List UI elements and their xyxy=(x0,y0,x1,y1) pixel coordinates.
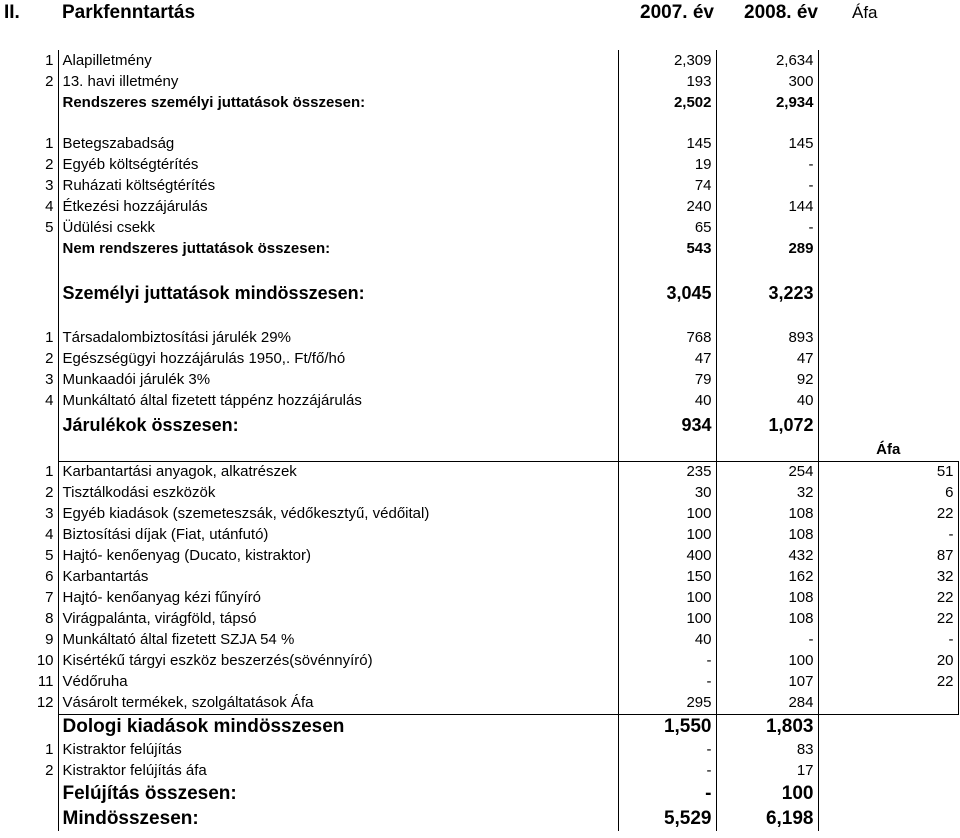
row-label: Alapilletmény xyxy=(58,50,618,71)
value-afa: - xyxy=(818,525,958,546)
value-2007: 79 xyxy=(618,369,716,390)
value-2007: - xyxy=(618,781,716,806)
value-afa: 22 xyxy=(818,588,958,609)
value-2007: 40 xyxy=(618,630,716,651)
value-2008: 254 xyxy=(716,461,818,483)
value-2007: 145 xyxy=(618,133,716,154)
value-2008: 92 xyxy=(716,369,818,390)
table-row xyxy=(0,651,958,672)
table-row xyxy=(0,739,958,760)
row-number: 1 xyxy=(0,461,58,483)
row-number: 2 xyxy=(0,760,58,781)
row-number: 1 xyxy=(0,50,58,71)
value-2007: - xyxy=(618,651,716,672)
empty-cell xyxy=(818,307,958,327)
row-number: 3 xyxy=(0,504,58,525)
value-afa xyxy=(818,714,958,739)
empty-cell xyxy=(618,307,716,327)
row-number: 6 xyxy=(0,567,58,588)
row-label: Munkáltató által fizetett táppénz hozzájárulás xyxy=(58,390,618,411)
empty-cell xyxy=(716,259,818,279)
table-row xyxy=(0,525,958,546)
table-row xyxy=(0,217,958,238)
value-2008: - xyxy=(716,630,818,651)
table-row xyxy=(0,672,958,693)
row-label: Étkezési hozzájárulás xyxy=(58,196,618,217)
row-number: 2 xyxy=(0,348,58,369)
row-number: 1 xyxy=(0,739,58,760)
value-afa xyxy=(818,390,958,411)
table-row xyxy=(0,567,958,588)
row-number: 2 xyxy=(0,154,58,175)
empty-cell xyxy=(58,439,618,461)
value-2007: 3,045 xyxy=(618,279,716,307)
afa-column-header: Áfa xyxy=(876,440,901,458)
value-afa: - xyxy=(818,630,958,651)
row-number xyxy=(0,714,58,739)
column-header-2007: 2007. év xyxy=(640,2,714,23)
value-2008: 32 xyxy=(716,483,818,504)
value-2007: 543 xyxy=(618,238,716,259)
row-label: Járulékok összesen: xyxy=(58,411,618,439)
row-number: 7 xyxy=(0,588,58,609)
table-row xyxy=(0,504,958,525)
value-afa xyxy=(818,411,958,439)
row-label: Karbantartási anyagok, alkatrészek xyxy=(58,461,618,483)
value-2008: 108 xyxy=(716,504,818,525)
table-row xyxy=(0,781,958,806)
value-afa xyxy=(818,760,958,781)
table-row xyxy=(0,50,958,71)
value-afa xyxy=(818,279,958,307)
empty-cell xyxy=(618,113,716,133)
value-afa xyxy=(818,175,958,196)
afa-header-row xyxy=(0,439,958,461)
value-2007: 74 xyxy=(618,175,716,196)
empty-cell xyxy=(58,307,618,327)
value-2007: 193 xyxy=(618,71,716,92)
value-2008: 432 xyxy=(716,546,818,567)
value-2008: 6,198 xyxy=(716,806,818,831)
value-2007: - xyxy=(618,760,716,781)
empty-cell xyxy=(618,439,716,461)
value-2007: 768 xyxy=(618,327,716,348)
column-header-2008: 2008. év xyxy=(744,2,818,23)
value-2007: 2,502 xyxy=(618,92,716,113)
row-number xyxy=(0,238,58,259)
table-row xyxy=(0,546,958,567)
empty-cell xyxy=(716,439,818,461)
table-row xyxy=(0,483,958,504)
table-row xyxy=(0,238,958,259)
table-row xyxy=(0,630,958,651)
value-2007: 235 xyxy=(618,461,716,483)
value-2007: 100 xyxy=(618,588,716,609)
empty-cell xyxy=(58,259,618,279)
value-afa xyxy=(818,327,958,348)
value-2008: 284 xyxy=(716,693,818,715)
row-number: 12 xyxy=(0,693,58,715)
row-number xyxy=(0,806,58,831)
row-number xyxy=(0,92,58,113)
row-label: Betegszabadság xyxy=(58,133,618,154)
value-2008: 162 xyxy=(716,567,818,588)
row-label: Egészségügyi hozzájárulás 1950,. Ft/fő/hó xyxy=(58,348,618,369)
table-row xyxy=(0,806,958,831)
row-number: 1 xyxy=(0,133,58,154)
row-number xyxy=(0,279,58,307)
section-title: Parkfenntartás xyxy=(62,2,196,23)
value-afa xyxy=(818,92,958,113)
value-2007: 100 xyxy=(618,609,716,630)
row-label: Személyi juttatások mindösszesen: xyxy=(58,279,618,307)
empty-cell xyxy=(0,439,58,461)
value-2008: 108 xyxy=(716,609,818,630)
empty-cell xyxy=(58,113,618,133)
table-row xyxy=(0,588,958,609)
empty-cell xyxy=(716,307,818,327)
value-afa xyxy=(818,238,958,259)
row-label: Vásárolt termékek, szolgáltatások Áfa xyxy=(58,693,618,715)
row-number: 3 xyxy=(0,175,58,196)
value-2008: 3,223 xyxy=(716,279,818,307)
value-afa xyxy=(818,71,958,92)
row-label: 13. havi illetmény xyxy=(58,71,618,92)
empty-cell xyxy=(818,113,958,133)
table-row xyxy=(0,461,958,483)
value-2007: 295 xyxy=(618,693,716,715)
row-label: Munkáltató által fizetett SZJA 54 % xyxy=(58,630,618,651)
value-2008: 100 xyxy=(716,651,818,672)
value-2007: 30 xyxy=(618,483,716,504)
value-2008: 145 xyxy=(716,133,818,154)
table-row xyxy=(0,369,958,390)
value-afa xyxy=(818,348,958,369)
table-row xyxy=(0,196,958,217)
table-row xyxy=(0,390,958,411)
value-2008: 108 xyxy=(716,525,818,546)
row-label: Mindösszesen: xyxy=(58,806,618,831)
value-afa: 87 xyxy=(818,546,958,567)
value-2008: 83 xyxy=(716,739,818,760)
table-row xyxy=(0,92,958,113)
row-number: 3 xyxy=(0,369,58,390)
value-2008: 144 xyxy=(716,196,818,217)
value-2008: 107 xyxy=(716,672,818,693)
row-label: Védőruha xyxy=(58,672,618,693)
table-row xyxy=(0,71,958,92)
table-row xyxy=(0,327,958,348)
value-2007: 40 xyxy=(618,390,716,411)
row-number: 5 xyxy=(0,546,58,567)
row-number: 1 xyxy=(0,327,58,348)
value-2007: 400 xyxy=(618,546,716,567)
value-afa xyxy=(818,133,958,154)
row-label: Üdülési csekk xyxy=(58,217,618,238)
row-number: 4 xyxy=(0,196,58,217)
value-2008: 2,634 xyxy=(716,50,818,71)
row-number: 10 xyxy=(0,651,58,672)
value-2007: 934 xyxy=(618,411,716,439)
row-label: Tisztálkodási eszközök xyxy=(58,483,618,504)
row-label: Kisértékű tárgyi eszköz beszerzés(sövénnyíró) xyxy=(58,651,618,672)
value-2008: 2,934 xyxy=(716,92,818,113)
row-label: Biztosítási díjak (Fiat, utánfutó) xyxy=(58,525,618,546)
table-row xyxy=(0,609,958,630)
row-label: Hajtó- kenőenyag (Ducato, kistraktor) xyxy=(58,546,618,567)
row-label: Felújítás összesen: xyxy=(58,781,618,806)
row-number: 4 xyxy=(0,390,58,411)
empty-cell xyxy=(0,307,58,327)
table-row xyxy=(0,348,958,369)
row-label: Munkaadói járulék 3% xyxy=(58,369,618,390)
row-label: Virágpalánta, virágföld, tápsó xyxy=(58,609,618,630)
value-2008: 108 xyxy=(716,588,818,609)
value-afa xyxy=(818,154,958,175)
table-row xyxy=(0,693,958,715)
value-2008: 300 xyxy=(716,71,818,92)
value-2007: - xyxy=(618,672,716,693)
row-label: Nem rendszeres juttatások összesen: xyxy=(58,238,618,259)
value-2008: 1,072 xyxy=(716,411,818,439)
spacer-row xyxy=(0,259,958,279)
value-2008: 289 xyxy=(716,238,818,259)
value-afa: 51 xyxy=(818,461,958,483)
table-row xyxy=(0,411,958,439)
spacer-row xyxy=(0,307,958,327)
row-number: 11 xyxy=(0,672,58,693)
row-number: 8 xyxy=(0,609,58,630)
table-row xyxy=(0,154,958,175)
row-number: 5 xyxy=(0,217,58,238)
value-2007: 65 xyxy=(618,217,716,238)
row-number: 9 xyxy=(0,630,58,651)
value-2008: - xyxy=(716,154,818,175)
value-afa: 22 xyxy=(818,672,958,693)
value-2007: - xyxy=(618,739,716,760)
value-afa xyxy=(818,693,958,715)
value-2008: - xyxy=(716,217,818,238)
value-2008: 17 xyxy=(716,760,818,781)
value-afa: 6 xyxy=(818,483,958,504)
value-afa xyxy=(818,217,958,238)
empty-cell xyxy=(716,113,818,133)
value-2007: 47 xyxy=(618,348,716,369)
table-row xyxy=(0,714,958,739)
value-afa: 32 xyxy=(818,567,958,588)
value-afa xyxy=(818,196,958,217)
empty-cell xyxy=(618,259,716,279)
value-2007: 240 xyxy=(618,196,716,217)
value-afa xyxy=(818,739,958,760)
row-label: Rendszeres személyi juttatások összesen: xyxy=(58,92,618,113)
value-2008: 1,803 xyxy=(716,714,818,739)
row-number: 4 xyxy=(0,525,58,546)
spacer-row xyxy=(0,113,958,133)
value-2008: 47 xyxy=(716,348,818,369)
value-2007: 100 xyxy=(618,525,716,546)
table-row xyxy=(0,133,958,154)
table-row xyxy=(0,175,958,196)
value-2008: 40 xyxy=(716,390,818,411)
empty-cell xyxy=(0,259,58,279)
row-label: Kistraktor felújítás áfa xyxy=(58,760,618,781)
row-number: 2 xyxy=(0,71,58,92)
row-label: Társadalombiztosítási járulék 29% xyxy=(58,327,618,348)
column-header-afa: Áfa xyxy=(852,3,878,22)
row-number xyxy=(0,411,58,439)
value-2007: 19 xyxy=(618,154,716,175)
row-label: Egyéb költségtérítés xyxy=(58,154,618,175)
section-number: II. xyxy=(4,2,20,23)
table-row xyxy=(0,760,958,781)
value-2007: 5,529 xyxy=(618,806,716,831)
row-label: Egyéb kiadások (szemeteszsák, védőkesztyű, védőital) xyxy=(58,504,618,525)
value-afa xyxy=(818,781,958,806)
value-2007: 1,550 xyxy=(618,714,716,739)
row-label: Ruházati költségtérítés xyxy=(58,175,618,196)
empty-cell xyxy=(0,113,58,133)
value-2008: - xyxy=(716,175,818,196)
value-afa: 20 xyxy=(818,651,958,672)
value-2008: 893 xyxy=(716,327,818,348)
table-row xyxy=(0,279,958,307)
row-label: Karbantartás xyxy=(58,567,618,588)
row-label: Hajtó- kenőanyag kézi fűnyíró xyxy=(58,588,618,609)
value-afa xyxy=(818,369,958,390)
row-label: Dologi kiadások mindösszesen xyxy=(58,714,618,739)
row-label: Kistraktor felújítás xyxy=(58,739,618,760)
row-number: 2 xyxy=(0,483,58,504)
value-2008: 100 xyxy=(716,781,818,806)
row-number xyxy=(0,781,58,806)
value-afa xyxy=(818,806,958,831)
value-2007: 100 xyxy=(618,504,716,525)
value-afa: 22 xyxy=(818,609,958,630)
value-2007: 150 xyxy=(618,567,716,588)
empty-cell xyxy=(818,259,958,279)
budget-table xyxy=(0,50,959,831)
value-afa xyxy=(818,50,958,71)
value-2007: 2,309 xyxy=(618,50,716,71)
value-afa: 22 xyxy=(818,504,958,525)
